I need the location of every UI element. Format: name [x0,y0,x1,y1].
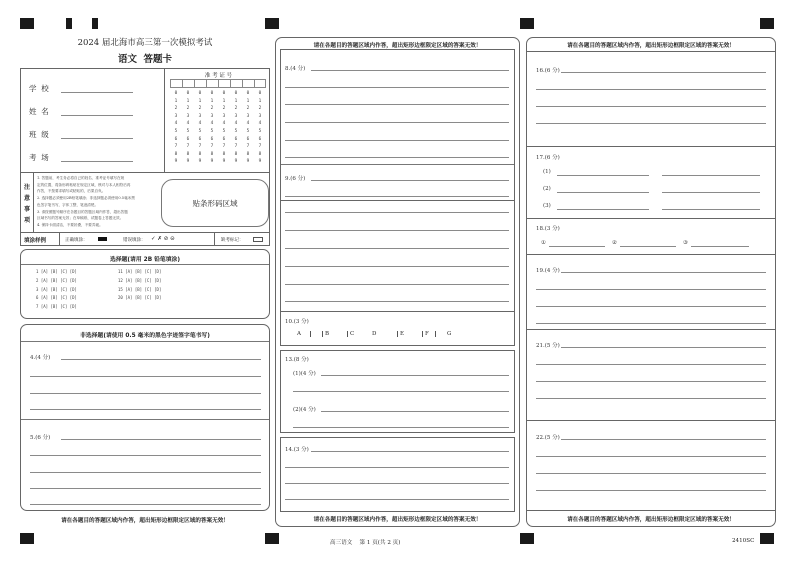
sheet-subtitle: 语文 答题卡 [117,54,173,65]
ticket-digit-bubble[interactable]: 8 [174,151,178,157]
answer-line[interactable] [536,106,766,107]
ticket-digit-bubble[interactable]: 9 [258,159,262,165]
answer-line[interactable] [536,473,766,474]
registration-mark-bl [20,533,34,544]
answer-line[interactable] [285,284,509,285]
name-field[interactable] [61,115,133,116]
registration-mark-tl [20,18,34,29]
choice-group-left[interactable]: 1 [A] [B] [C] [D] 2 [A] [B] [C] [D] 3 [A] [B] [C] [D] 6 [A] [B] [C] [D] 7 [A] [B] [C] [D] [36,269,77,310]
registration-mark [520,533,534,544]
correct-fill-sample [98,237,107,241]
answer-line[interactable] [285,140,509,141]
ticket-digit-bubble[interactable]: 9 [234,159,238,165]
choice-group-right[interactable]: 11 [A] [B] [C] [D] 12 [A] [B] [C] [D] 15 [A] [B] [C] [D] 20 [A] [B] [C] [D] [118,269,162,301]
ticket-digit-bubble[interactable]: 5 [186,128,190,134]
nonchoice-title: 非选择题(请使用 0.5 毫米的黑色字迹签字笔书写) [80,333,210,339]
ticket-digit-bubble[interactable]: 6 [222,136,226,142]
q14-label: 14.(3 分) [285,447,309,453]
absent-mark-box[interactable] [253,237,263,242]
ticket-digit-bubble[interactable]: 0 [246,91,250,96]
ticket-digit-bubble[interactable]: 1 [246,98,250,104]
notes-label-1: 注 [24,184,31,191]
registration-mark [66,18,72,29]
q18-sub3: ③ [683,240,688,246]
ticket-digit-bubble[interactable]: 2 [258,106,262,112]
room-label: 考 场 [29,153,49,162]
ticket-digit-bubble[interactable]: 7 [246,144,250,150]
answer-line[interactable] [561,272,766,273]
answer-line[interactable] [30,488,261,489]
answer-line[interactable] [285,87,509,88]
answer-line[interactable] [557,175,649,176]
ticket-digit-bubble[interactable]: 6 [246,136,250,142]
ticket-digit-bubble[interactable]: 5 [258,128,262,134]
nonchoice-section [20,324,270,511]
ticket-digit-bubble[interactable]: 3 [186,113,190,119]
ticket-digit-bubble[interactable]: 7 [258,144,262,150]
ticket-digit-bubble[interactable]: 1 [258,98,262,104]
barcode-area [161,179,269,227]
answer-line[interactable] [285,157,509,158]
middle-answer-column [275,37,520,527]
answer-line[interactable] [561,439,766,440]
ticket-digit-bubble[interactable]: 5 [222,128,226,134]
ticket-digit-bubble[interactable]: 3 [210,113,214,119]
ticket-digit-bubble[interactable]: 7 [210,144,214,150]
answer-line[interactable] [30,393,261,394]
answer-line[interactable] [536,306,766,307]
q13-box [280,350,515,433]
ticket-digit-bubble[interactable]: 6 [258,136,262,142]
answer-line[interactable] [61,439,261,440]
ticket-digit-bubble[interactable]: 7 [234,144,238,150]
answer-line[interactable] [691,246,749,247]
q13-sub1-label: (1)(4 分) [293,371,316,377]
ticket-digit-bubble[interactable]: 1 [234,98,238,104]
ticket-digit-column[interactable] [172,90,181,166]
registration-mark-tr [760,18,774,29]
answer-line[interactable] [536,364,766,365]
q9-label: 9.(6 分) [285,176,306,182]
ticket-digit-bubble[interactable]: 2 [222,106,226,112]
answer-line[interactable] [285,483,509,484]
answer-line[interactable] [293,391,509,392]
name-label: 姓 名 [29,107,49,116]
ticket-digit-column[interactable] [184,90,193,166]
answer-line[interactable] [321,375,509,376]
ticket-digit-bubble[interactable]: 0 [258,91,262,96]
ticket-digit-bubble[interactable]: 4 [258,121,262,127]
ticket-digit-bubble[interactable]: 8 [246,151,250,157]
registration-mark [92,18,98,29]
q21-label: 21.(5 分) [536,343,560,349]
answer-line[interactable] [311,180,509,181]
ticket-digit-bubble[interactable]: 5 [210,128,214,134]
ticket-digit-bubble[interactable]: 9 [198,159,202,165]
ticket-digit-bubble[interactable]: 0 [174,91,178,96]
answer-line[interactable] [662,209,760,210]
answer-line[interactable] [536,456,766,457]
fill-example-label: 填涂样例 [24,238,47,244]
answer-line[interactable] [285,196,509,197]
answer-line[interactable] [311,70,509,71]
ticket-digit-bubble[interactable]: 6 [174,136,178,142]
notice-text: 请在各题目的答题区域内作答，超出矩形边框限定区域的答案无效！ [313,517,482,523]
answer-line[interactable] [662,192,760,193]
choice-title: 选择题(请用 2B 铅笔填涂) [110,257,180,263]
answer-line[interactable] [536,123,766,124]
choice-section [20,249,270,319]
right-answer-column [526,37,776,527]
ticket-digit-bubble[interactable]: 2 [210,106,214,112]
ticket-digit-bubble[interactable]: 5 [198,128,202,134]
notes-label-4: 项 [24,217,31,224]
exam-title: 2024 届北海市高三第一次模拟考试 [77,38,213,48]
ticket-digit-column[interactable] [256,90,265,166]
notice-text: 请在各题目的答题区域内作答，超出矩形边框限定区域的答案无效！ [567,517,735,523]
q13-label: 13.(8 分) [285,357,309,363]
answer-line[interactable] [536,398,766,399]
answer-line[interactable] [557,209,649,210]
q16-label: 16.(6 分) [536,68,560,74]
registration-mark [520,18,534,29]
ticket-digit-bubble[interactable]: 1 [198,98,202,104]
ticket-number-grid [164,69,271,172]
answer-line[interactable] [285,122,509,123]
ticket-digit-bubble[interactable]: 8 [186,151,190,157]
ticket-digit-bubble[interactable]: 1 [222,98,226,104]
ticket-digit-bubble[interactable]: 7 [174,144,178,150]
ticket-digit-column[interactable] [220,90,229,166]
ticket-digit-bubble[interactable]: 3 [198,113,202,119]
ticket-digit-bubble[interactable]: 2 [234,106,238,112]
answer-line[interactable] [536,89,766,90]
q10-label: 10.(3 分) [285,319,309,325]
answer-line[interactable] [536,289,766,290]
fill-example-row [20,233,270,246]
ticket-digit-bubble[interactable]: 4 [210,121,214,127]
ticket-digit-bubble[interactable]: 2 [186,106,190,112]
answer-line[interactable] [561,72,766,73]
q22-label: 22.(5 分) [536,435,560,441]
ticket-digit-column[interactable] [244,90,253,166]
ticket-digit-bubble[interactable]: 4 [198,121,202,127]
q5-label: 5.(6 分) [30,435,51,441]
ticket-digit-bubble[interactable]: 9 [222,159,226,165]
ticket-digit-bubble[interactable]: 3 [174,113,178,119]
ticket-digit-bubble[interactable]: 4 [222,121,226,127]
q19-label: 19.(4 分) [536,268,560,274]
answer-line[interactable] [536,381,766,382]
page-footer: 高三语文 第 1 页(共 2 页) [330,540,401,546]
q8-box [280,49,515,201]
answer-line[interactable] [285,212,509,213]
ticket-digit-bubble[interactable]: 3 [258,113,262,119]
q4-label: 4.(4 分) [30,355,51,361]
class-label: 班 级 [29,130,49,139]
answer-line[interactable] [30,472,261,473]
answer-line[interactable] [561,347,766,348]
ticket-label: 准 考 证 号 [204,73,233,79]
ticket-digit-column[interactable] [232,90,241,166]
absent-mark-label: 缺考标记： [221,237,244,243]
school-field[interactable] [61,92,133,93]
q10-box [280,311,515,346]
answer-line[interactable] [557,192,649,193]
ticket-digit-bubble[interactable]: 4 [246,121,250,127]
ticket-digit-bubble[interactable]: 9 [210,159,214,165]
ticket-digit-bubble[interactable]: 5 [234,128,238,134]
q17-sub3: (3) [543,203,551,209]
answer-line[interactable] [549,246,605,247]
answer-line[interactable] [30,504,261,505]
answer-line[interactable] [285,499,509,500]
q18-label: 18.(3 分) [536,226,560,232]
answer-line[interactable] [61,359,261,360]
answer-line[interactable] [285,248,509,249]
answer-line[interactable] [662,175,760,176]
notes-box [20,173,270,233]
registration-mark [265,533,279,544]
wrong-fill-label: 错误填涂： [123,237,146,243]
ticket-digit-bubble[interactable]: 8 [222,151,226,157]
notes-text: 1. 答题前，考生务必将自己的姓名、准考证号填写在规 定的位置，将条形码粘贴在规定区域，核对与本人相符后再 作答，不按要求填写或粘贴的，后果自负。 2. 选择题必须使用2B铅笔填涂；非选择题必须使用0.5毫米黑 色签字笔书写，字体工整，笔迹清楚。 3. 请按照题号顺序在各题目的答题区域内作答，超出答题 区域书写的答案无效；在草稿纸、试题卷上答题无效。 4. 保持卡面清洁，不要折叠，不要弄破。 [37,176,135,227]
answer-line[interactable] [30,376,261,377]
ticket-digit-bubble[interactable]: 7 [222,144,226,150]
registration-mark-br [760,533,774,544]
registration-mark [265,18,279,29]
ticket-digit-bubble[interactable]: 7 [186,144,190,150]
sheet-code: 2410SC [732,538,755,544]
ticket-digit-bubble[interactable]: 1 [186,98,190,104]
ticket-digit-bubble[interactable]: 2 [174,106,178,112]
ticket-digit-column[interactable] [196,90,205,166]
ticket-digit-bubble[interactable]: 5 [246,128,250,134]
q13-sub2-label: (2)(4 分) [293,407,316,413]
ticket-digit-bubble[interactable]: 0 [186,91,190,96]
ticket-digit-bubble[interactable]: 6 [234,136,238,142]
q14-box [280,437,515,512]
ticket-digit-bubble[interactable]: 1 [174,98,178,104]
q18-sub1: ① [541,240,546,246]
ticket-digit-bubble[interactable]: 8 [198,151,202,157]
answer-line[interactable] [620,246,676,247]
notice-text: 请在各题目的答题区域内作答，超出矩形边框限定区域的答案无效！ [61,518,229,524]
ticket-digit-bubble[interactable]: 1 [210,98,214,104]
answer-line[interactable] [285,301,509,302]
ticket-digit-bubble[interactable]: 8 [234,151,238,157]
q17-label: 17.(6 分) [536,155,560,161]
notice-text: 请在各题目的答题区域内作答，超出矩形边框限定区域的答案无效！ [567,43,735,49]
answer-line[interactable] [30,455,261,456]
answer-line[interactable] [321,411,509,412]
notes-label-3: 事 [24,206,31,213]
right-questions-box [527,51,775,511]
q8-label: 8.(4 分) [285,66,306,72]
ticket-digit-bubble[interactable]: 0 [210,91,214,96]
ticket-digit-bubble[interactable]: 3 [246,113,250,119]
ticket-digit-bubble[interactable]: 9 [174,159,178,165]
ticket-digit-bubble[interactable]: 2 [198,106,202,112]
answer-line[interactable] [536,323,766,324]
class-field[interactable] [61,138,133,139]
ticket-digit-bubble[interactable]: 3 [222,113,226,119]
wrong-fill-samples: ✓ ✗ ⊘ ⊝ [151,235,175,242]
ticket-digit-bubble[interactable]: 4 [186,121,190,127]
ticket-digit-bubble[interactable]: 6 [210,136,214,142]
ticket-digit-bubble[interactable]: 0 [234,91,238,96]
q17-sub2: (2) [543,186,551,192]
ticket-digit-column[interactable] [208,90,217,166]
ticket-digit-bubble[interactable]: 2 [246,106,250,112]
answer-line[interactable] [285,230,509,231]
ticket-digit-bubble[interactable]: 4 [234,121,238,127]
student-info-box [20,68,270,173]
ticket-digit-bubble[interactable]: 3 [234,113,238,119]
q18-sub2: ② [612,240,617,246]
notes-label-2: 意 [24,195,31,202]
q10-options[interactable]: A B C D E F G [297,331,452,337]
room-field[interactable] [61,161,133,162]
answer-line[interactable] [311,451,509,452]
school-label: 学 校 [29,84,49,93]
ticket-digit-bubble[interactable]: 0 [198,91,202,96]
answer-line[interactable] [285,266,509,267]
ticket-digit-bubble[interactable]: 5 [174,128,178,134]
answer-line[interactable] [285,467,509,468]
notice-text: 请在各题目的答题区域内作答，超出矩形边框限定区域的答案无效！ [313,43,482,49]
ticket-digit-bubble[interactable]: 9 [246,159,250,165]
ticket-digit-bubble[interactable]: 9 [186,159,190,165]
ticket-digit-bubble[interactable]: 4 [174,121,178,127]
answer-line[interactable] [285,104,509,105]
q17-sub1: (1) [543,169,551,175]
ticket-digit-bubble[interactable]: 0 [222,91,226,96]
barcode-label: 贴条形码区域 [192,198,238,208]
answer-line[interactable] [293,427,509,428]
correct-fill-label: 正确填涂： [65,237,88,243]
ticket-digit-bubble[interactable]: 8 [210,151,214,157]
ticket-digit-bubble[interactable]: 8 [258,151,262,157]
ticket-digit-bubble[interactable]: 6 [186,136,190,142]
answer-line[interactable] [536,490,766,491]
ticket-digit-bubble[interactable]: 7 [198,144,202,150]
answer-line[interactable] [30,409,261,410]
ticket-digit-bubble[interactable]: 6 [198,136,202,142]
q9-box [280,200,515,312]
